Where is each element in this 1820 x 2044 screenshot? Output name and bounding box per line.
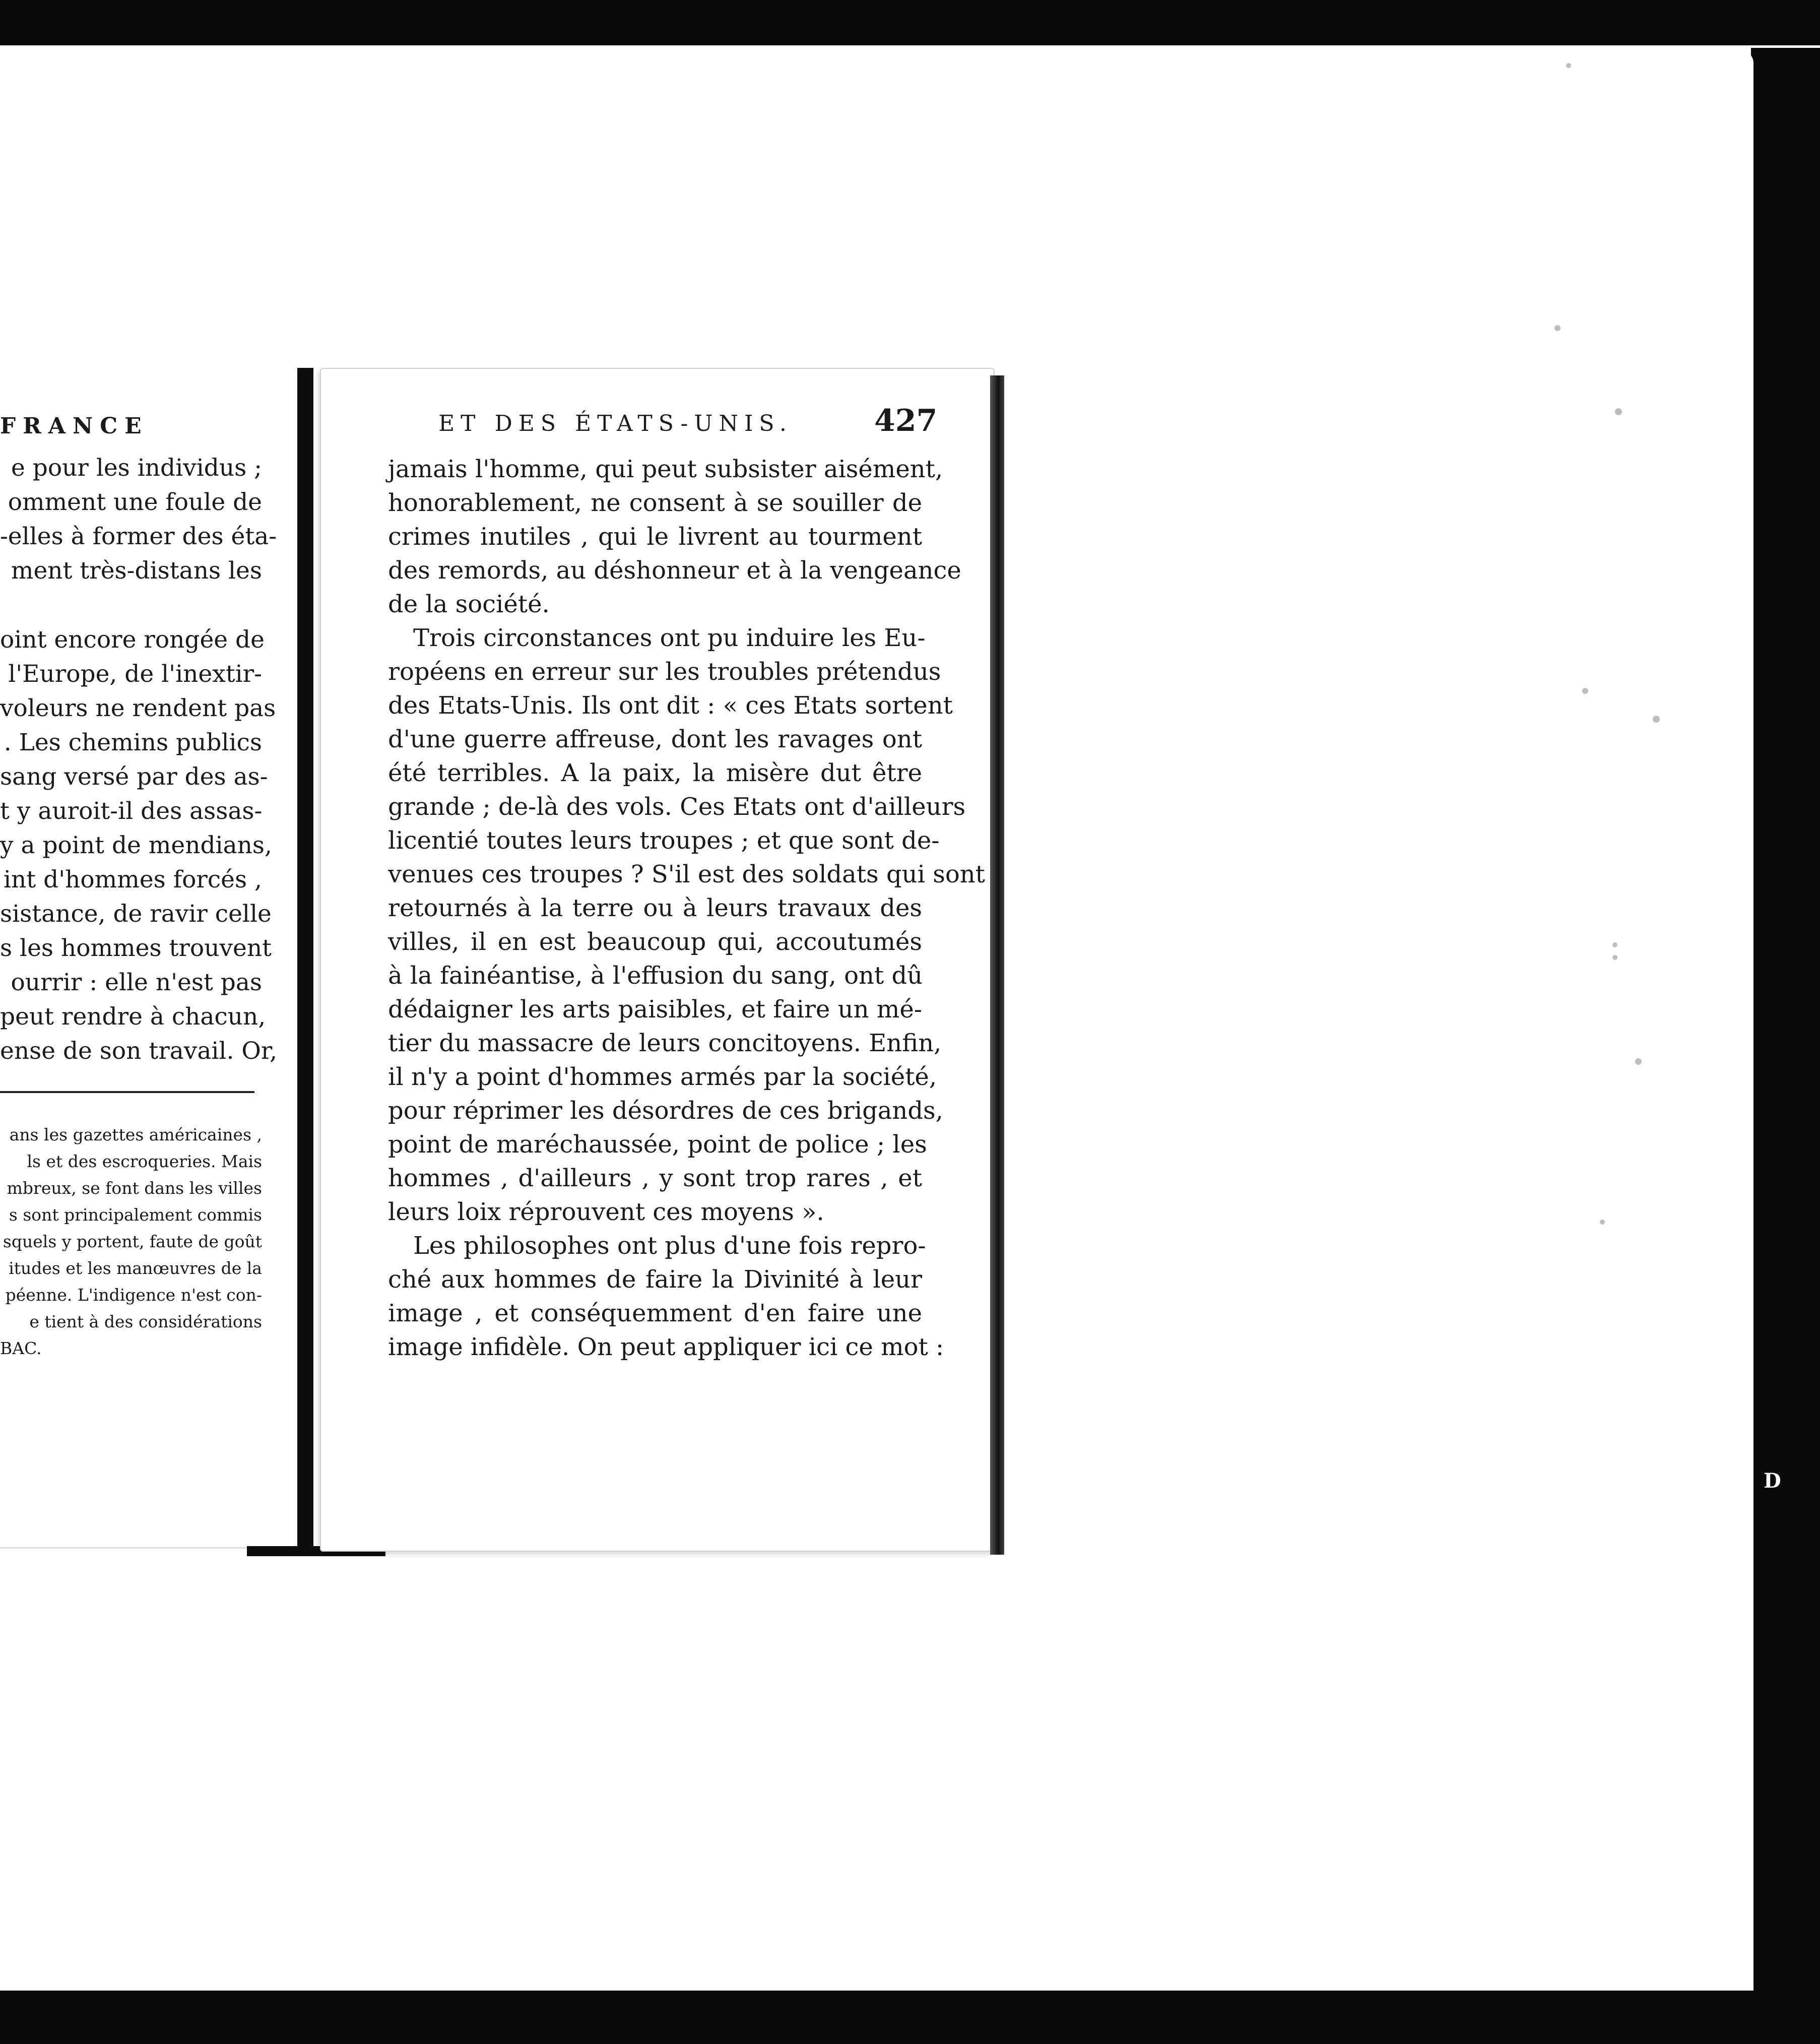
body-text-line: d'une guerre affreuse, dont les ravages ont: [388, 725, 922, 753]
body-text-line: image infidèle. On peut appliquer ici ce mot :: [388, 1333, 944, 1361]
body-text-line: crimes inutiles , qui le livrent au tourment: [388, 523, 922, 551]
left-text-line: int d'hommes forcés ,: [3, 866, 262, 893]
footnote-line: ans les gazettes américaines ,: [9, 1125, 262, 1144]
body-text-line: retournés à la terre ou à leurs travaux des: [388, 894, 922, 922]
margin-mark: D: [1764, 1469, 1781, 1493]
scan-speck: [1582, 688, 1588, 694]
body-text-line: villes, il en est beaucoup qui, accoutumés: [388, 928, 922, 956]
left-text-line: y a point de mendians,: [0, 832, 272, 859]
body-text-line: hommes , d'ailleurs , y sont trop rares , et: [388, 1164, 922, 1192]
page-number: 427: [874, 403, 938, 438]
footnote-line: ls et des escroqueries. Mais: [27, 1152, 262, 1171]
left-text-line: t y auroit-il des assas-: [0, 797, 263, 825]
scan-speck: [1635, 1058, 1642, 1065]
footnote-line: squels y portent, faute de goût: [3, 1232, 262, 1251]
body-text-line: honorablement, ne consent à se souiller de: [388, 489, 922, 517]
scan-speck: [1653, 716, 1660, 723]
body-text-line: à la fainéantise, à l'effusion du sang, ont dû: [388, 962, 923, 990]
book-spine: [297, 368, 313, 1552]
footnote-rule: [0, 1091, 254, 1093]
footnote-line: BAC.: [0, 1338, 42, 1358]
body-text-line: des Etats-Unis. Ils ont dit : « ces Etats sortent: [388, 691, 953, 720]
left-text-line: sang versé par des as-: [0, 763, 268, 791]
scan-speck: [1612, 942, 1617, 947]
footnote-line: péenne. L'indigence n'est con-: [5, 1285, 262, 1305]
left-text-line: voleurs ne rendent pas: [0, 694, 276, 722]
left-text-line: omment une foule de: [8, 488, 262, 516]
body-text-line: de la société.: [388, 590, 550, 618]
body-text-line: été terribles. A la paix, la misère dut être: [388, 759, 922, 787]
scan-margin-right: [1741, 50, 1753, 1996]
scan-speck: [1566, 63, 1571, 68]
scan-border-bottom: [0, 1991, 1820, 2044]
left-text-line: sistance, de ravir celle: [0, 900, 272, 928]
left-running-head: FRANCE: [0, 413, 149, 439]
left-text-line: ense de son travail. Or,: [0, 1037, 278, 1065]
footnote-line: s sont principalement commis: [9, 1205, 262, 1225]
body-text-line: pour réprimer les désordres de ces brigands,: [388, 1097, 943, 1125]
body-text-line: jamais l'homme, qui peut subsister aisément,: [388, 455, 943, 483]
left-text-line: -elles à former des éta-: [0, 523, 277, 550]
scan-speck: [1612, 955, 1617, 960]
body-text-line: dédaigner les arts paisibles, et faire un mé-: [388, 995, 922, 1024]
body-text-line: il n'y a point d'hommes armés par la société,: [388, 1063, 937, 1091]
left-text-line: s les hommes trouvent: [0, 934, 272, 962]
body-text-line: Trois circonstances ont pu induire les Eu-: [413, 624, 926, 652]
left-text-line: l'Europe, de l'inextir-: [8, 660, 262, 688]
left-text-line: ourrir : elle n'est pas: [11, 969, 262, 996]
footnote-line: itudes et les manœuvres de la: [9, 1258, 262, 1278]
scan-border-right: [1751, 48, 1820, 2044]
body-text-line: leurs loix réprouvent ces moyens ».: [388, 1198, 824, 1226]
scan-speck: [1600, 1220, 1605, 1225]
right-running-head: ET DES ÉTATS-UNIS.: [438, 411, 793, 436]
body-text-line: licentié toutes leurs troupes ; et que sont de-: [388, 826, 940, 855]
body-text-line: ché aux hommes de faire la Divinité à leur: [388, 1265, 922, 1294]
scan-speck: [1554, 325, 1561, 331]
body-text-line: des remords, au déshonneur et à la vengeance: [388, 556, 961, 585]
scan-margin-top: [0, 45, 1743, 55]
left-text-line: ment très-distans les: [11, 557, 262, 585]
body-text-line: grande ; de-là des vols. Ces Etats ont d'ailleurs: [388, 793, 966, 821]
body-text-line: ropéens en erreur sur les troubles prétendus: [388, 658, 941, 686]
page-edge: [990, 375, 1004, 1555]
scan-speck: [1615, 408, 1622, 415]
body-text-line: venues ces troupes ? S'il est des soldats qui sont: [388, 860, 985, 888]
left-text-line: oint encore rongée de: [0, 626, 265, 654]
footnote-line: mbreux, se font dans les villes: [7, 1178, 262, 1198]
footnote-line: e tient à des considérations: [29, 1312, 262, 1331]
body-text-line: Les philosophes ont plus d'une fois repro-: [413, 1232, 926, 1260]
scan-border-top: [0, 0, 1820, 45]
body-text-line: point de maréchaussée, point de police ; les: [388, 1130, 927, 1159]
left-text-line: peut rendre à chacun,: [0, 1003, 266, 1031]
left-text-line: e pour les individus ;: [11, 454, 262, 482]
body-text-line: image , et conséquemment d'en faire une: [388, 1299, 922, 1327]
body-text-line: tier du massacre de leurs concitoyens. Enfin,: [388, 1029, 942, 1057]
left-text-line: . Les chemins publics: [4, 729, 262, 756]
